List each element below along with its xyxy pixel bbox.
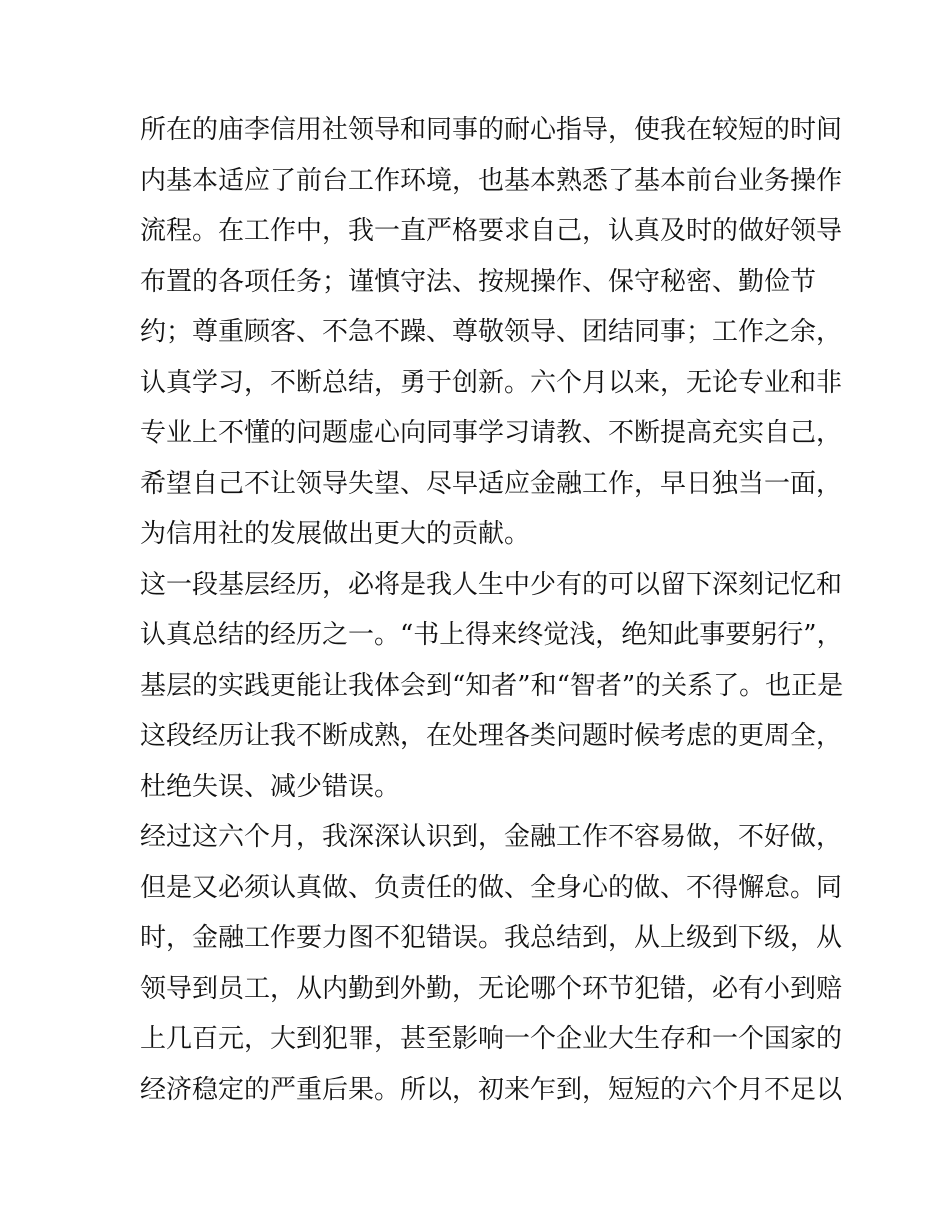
text-line: 布置的各项任务；谨慎守法、按规操作、保守秘密、勤俭节 — [140, 266, 817, 297]
text-line: 这段经历让我不断成熟，在处理各类问题时候考虑的更周全， — [140, 721, 843, 751]
text-line: 认真总结的经历之一。“书上得来终觉浅，绝知此事要躬行”， — [140, 620, 843, 650]
text-line: 这一段基层经历，必将是我人生中少有的可以留下深刻记忆和 — [140, 569, 843, 600]
body-text — [140, 105, 844, 1115]
text-line: 希望自己不让领导失望、尽早适应金融工作，早日独当一面， — [140, 468, 843, 499]
text-line: 流程。在工作中，我一直严格要求自己，认真及时的做好领导 — [140, 216, 843, 246]
text-line: 为信用社的发展做出更大的贡献。 — [140, 519, 531, 549]
text-line: 基层的实践更能让我体会到“知者”和“智者”的关系了。也正是 — [140, 670, 844, 701]
text-line: 所在的庙李信用社领导和同事的耐心指导，使我在较短的时间 — [140, 115, 843, 145]
text-line: 经过这六个月，我深深认识到，金融工作不容易做，不好做， — [140, 822, 843, 852]
text-line: 上几百元，大到犯罪，甚至影响一个企业大生存和一个国家的 — [140, 1024, 843, 1054]
text-line: 但是又必须认真做、负责任的做、全身心的做、不得懈怠。同 — [140, 872, 843, 903]
text-line: 杜绝失误、减少错误。 — [140, 771, 401, 802]
text-line: 认真学习，不断总结，勇于创新。六个月以来，无论专业和非 — [140, 367, 843, 398]
text-line: 领导到员工，从内勤到外勤，无论哪个环节犯错，必有小到赔 — [140, 973, 843, 1004]
text-line: 经济稳定的严重后果。所以，初来乍到，短短的六个月不足以 — [140, 1074, 843, 1105]
text-line: 约；尊重顾客、不急不躁、尊敬领导、团结同事；工作之余， — [140, 317, 843, 347]
text-line: 专业上不懂的问题虚心向同事学习请教、不断提高充实自己， — [140, 418, 843, 448]
text-line: 内基本适应了前台工作环境，也基本熟悉了基本前台业务操作 — [140, 165, 843, 196]
text-line: 时，金融工作要力图不犯错误。我总结到，从上级到下级，从 — [140, 923, 843, 953]
